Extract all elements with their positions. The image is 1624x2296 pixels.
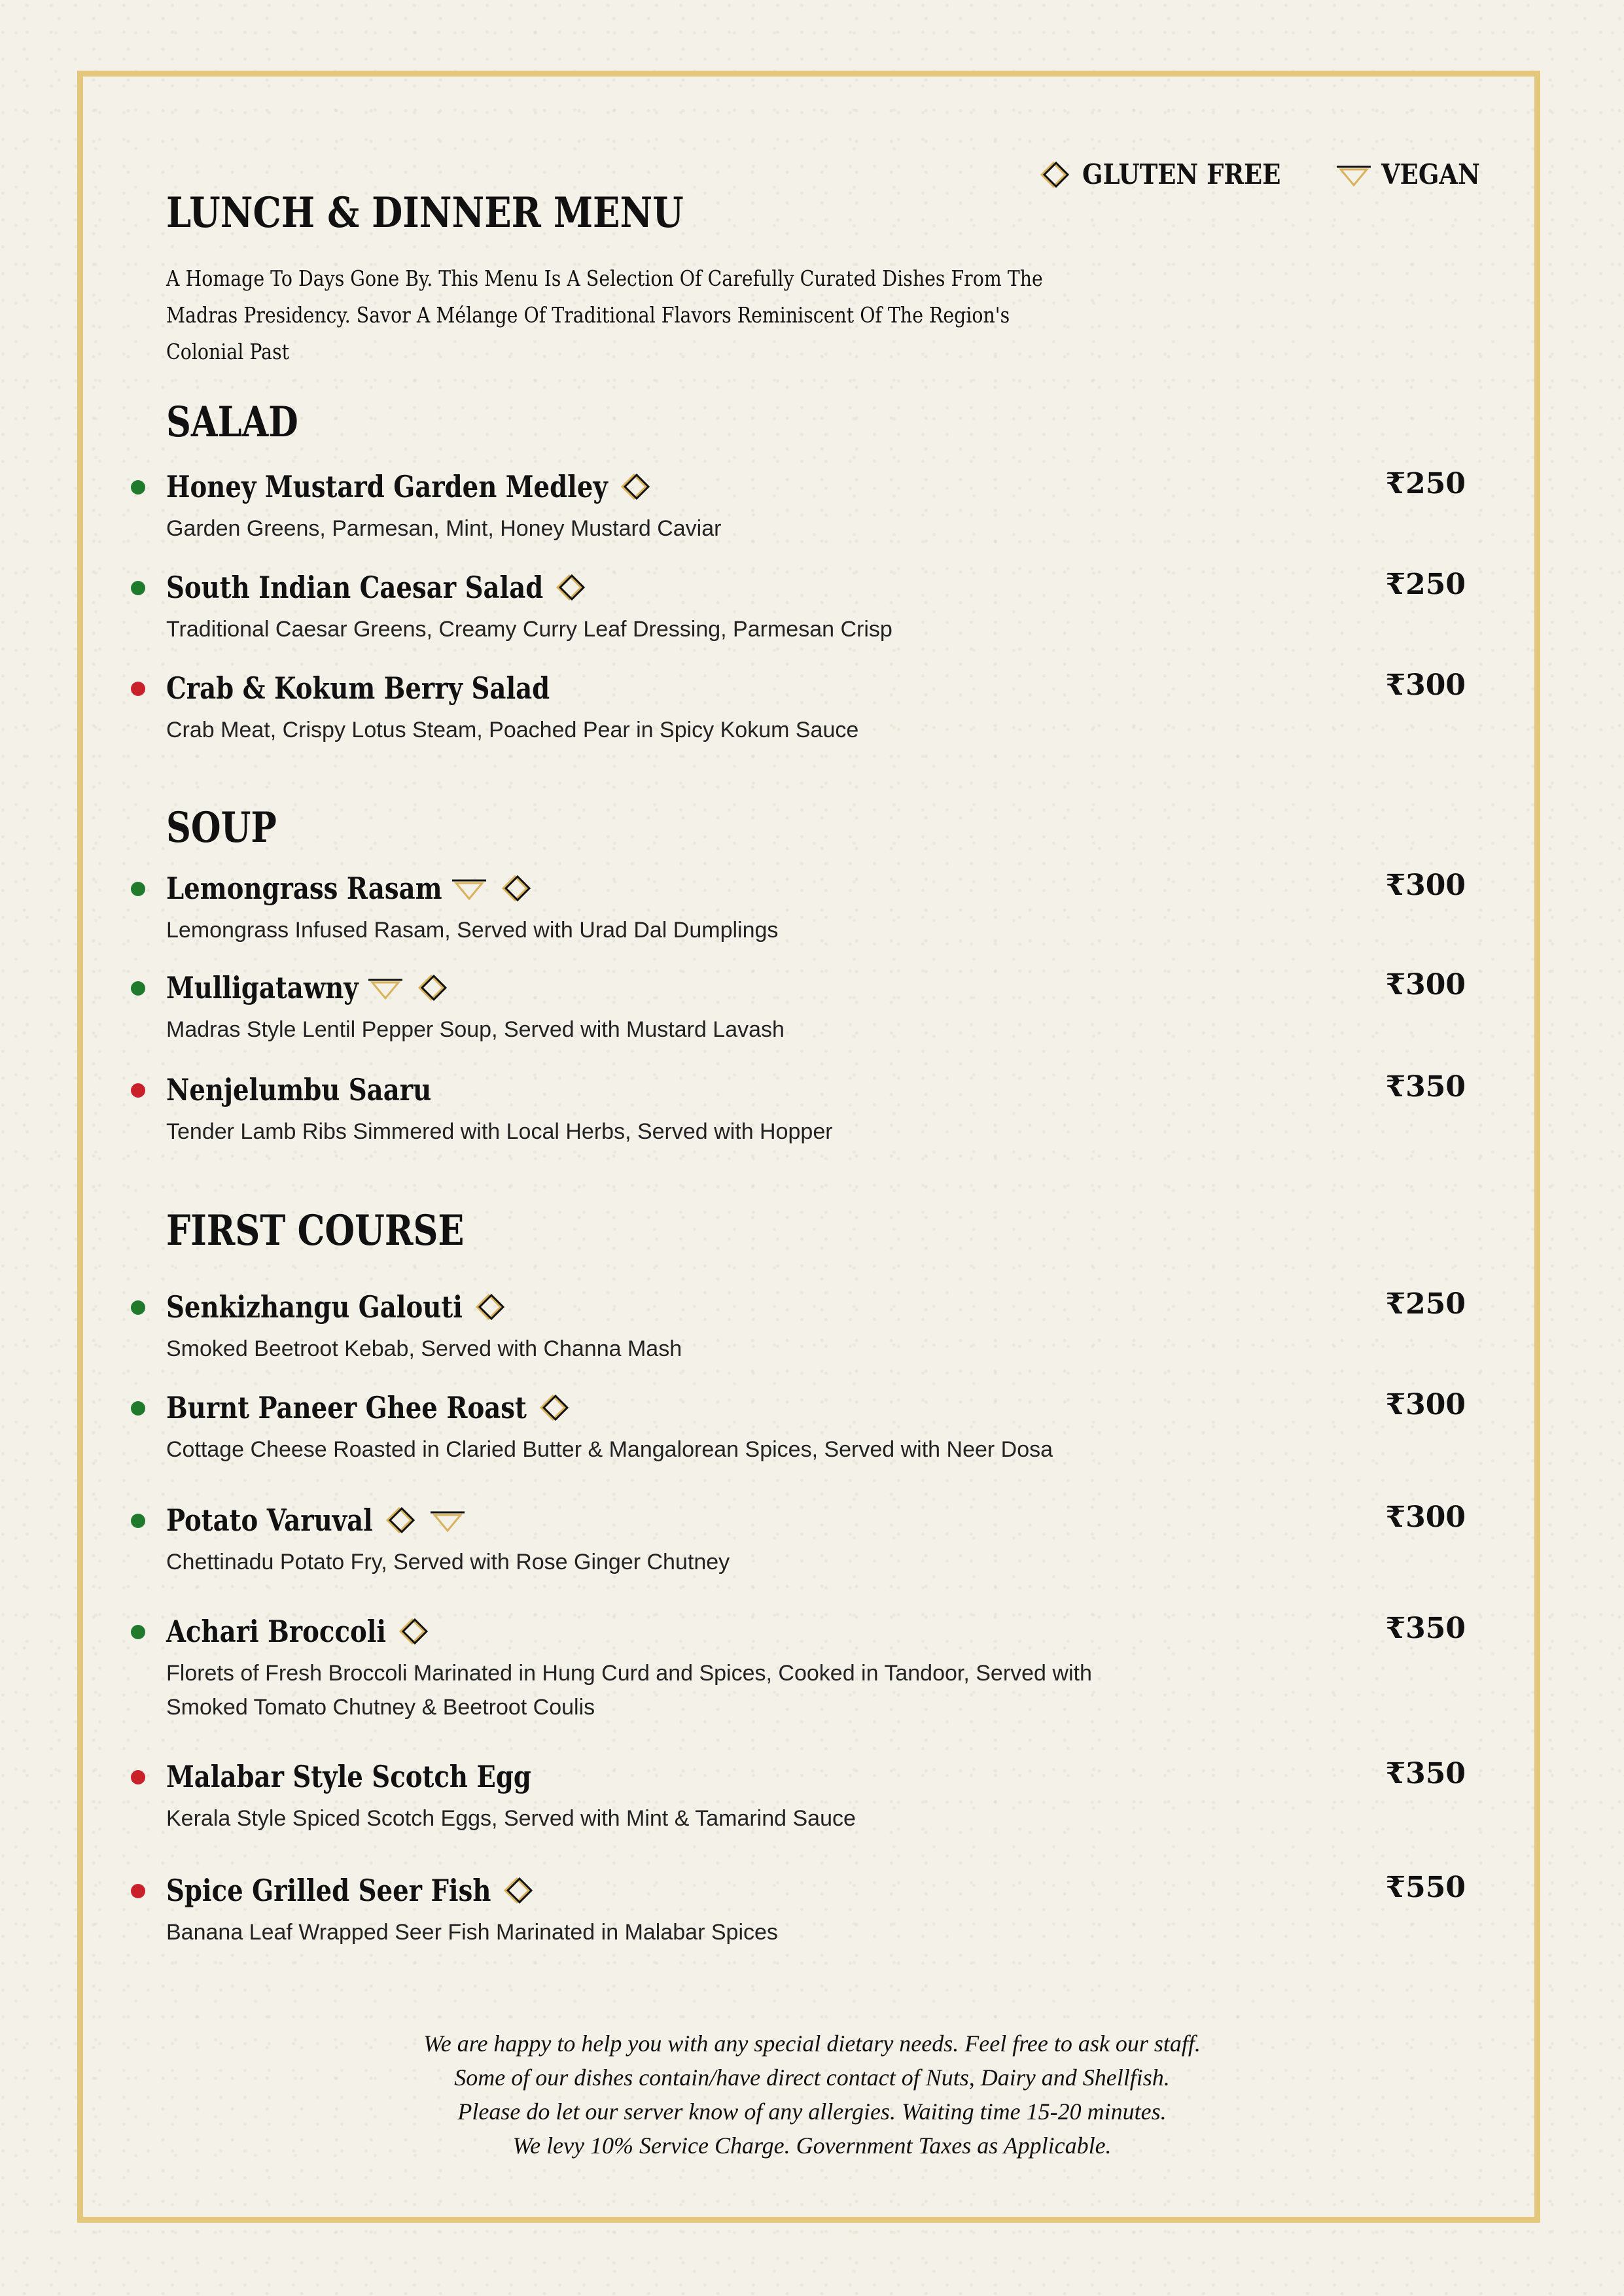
dish-name-row: [166, 867, 536, 909]
footer-line: Please do let our server know of any allergies. Waiting time 15-20 minutes.: [457, 2098, 1167, 2125]
dish-description-line: Tender Lamb Ribs Simmered with Local Herbs, Served with Hopper: [166, 1119, 833, 1144]
nonveg-indicator: [131, 1083, 145, 1098]
dish-price: ₹250: [1385, 568, 1466, 601]
dish-name: Lemongrass Rasam: [166, 871, 442, 906]
gluten-free-icon: [535, 1393, 574, 1422]
dish-name: South Indian Caesar Salad: [166, 570, 544, 605]
legend-gluten-free: [1035, 158, 1308, 190]
dish-name-row: [166, 1499, 467, 1541]
dish-name-row: [166, 466, 655, 508]
nonveg-indicator: [131, 682, 145, 696]
dish-description-line: Banana Leaf Wrapped Seer Fish Marinated in Malabar Spices: [166, 1920, 778, 1945]
dish-name-row: [166, 967, 452, 1009]
dish-name: Spice Grilled Seer Fish: [166, 1873, 491, 1908]
dish-description-line: Crab Meat, Crispy Lotus Steam, Poached Pear in Spicy Kokum Sauce: [166, 718, 859, 742]
dish-description: [166, 1013, 1239, 1047]
dish-description: [166, 512, 1239, 546]
dish-description-line: Florets of Fresh Broccoli Marinated in Hung Curd and Spices, Cooked in Tandoor, Served with: [166, 1661, 1092, 1686]
veg-indicator: [131, 981, 145, 996]
nonveg-indicator: [131, 1884, 145, 1898]
dish-description-line: Smoked Tomato Chutney & Beetroot Coulis: [166, 1695, 595, 1720]
dish-name: Senkizhangu Galouti: [166, 1289, 463, 1325]
veg-indicator: [131, 882, 145, 896]
dish-description-line: Traditional Caesar Greens, Creamy Curry Leaf Dressing, Parmesan Crisp: [166, 617, 892, 642]
dish-name: Honey Mustard Garden Medley: [166, 469, 608, 504]
legend-gluten-free-label: GLUTEN FREE: [1082, 158, 1281, 190]
dietary-legend: [1035, 158, 1493, 190]
dish-description: [166, 612, 1239, 646]
vegan-icon: [366, 973, 405, 1002]
dish-name: Burnt Paneer Ghee Roast: [166, 1390, 527, 1425]
dish-description-line: Cottage Cheese Roasted in Claried Butter & Mangalorean Spices, Served with Neer Dosa: [166, 1437, 1053, 1462]
menu-title: LUNCH & DINNER MENU: [166, 188, 684, 237]
dish-name: Achari Broccoli: [166, 1614, 387, 1649]
dish-price: ₹350: [1385, 1757, 1466, 1790]
dish-description-line: Smoked Beetroot Kebab, Served with Channa Mash: [166, 1336, 682, 1361]
dish-price: ₹350: [1385, 1070, 1466, 1104]
vegan-icon: [1334, 160, 1373, 189]
dish-description: [166, 1433, 1239, 1467]
dish-description-line: Madras Style Lentil Pepper Soup, Served with Mustard Lavash: [166, 1017, 785, 1042]
gluten-free-icon: [551, 573, 590, 602]
veg-indicator: [131, 1401, 145, 1416]
footer-line: We are happy to help you with any special dietary needs. Feel free to ask our staff.: [423, 2030, 1201, 2057]
dish-name: Crab & Kokum Berry Salad: [166, 670, 550, 706]
dish-name-row: [166, 566, 590, 608]
dish-name-row: [166, 1870, 538, 1911]
section-title: SOUP: [166, 803, 277, 852]
footer-line: Some of our dishes contain/have direct contact of Nuts, Dairy and Shellfish.: [454, 2064, 1170, 2091]
dish-name-row: [166, 667, 550, 709]
dish-description-line: Garden Greens, Parmesan, Mint, Honey Mustard Caviar: [166, 516, 722, 541]
veg-indicator: [131, 480, 145, 495]
dish-name-row: [166, 1069, 432, 1111]
dish-price: ₹300: [1385, 669, 1466, 702]
dish-price: ₹300: [1385, 1501, 1466, 1534]
dish-description-line: Lemongrass Infused Rasam, Served with Urad Dal Dumplings: [166, 918, 779, 943]
footer-line: We levy 10% Service Charge. Government Taxes as Applicable.: [512, 2132, 1112, 2159]
veg-indicator: [131, 1300, 145, 1315]
veg-indicator: [131, 1514, 145, 1528]
dish-price: ₹300: [1385, 968, 1466, 1001]
section-title: SALAD: [166, 398, 298, 447]
dish-description: [166, 1545, 1239, 1579]
dish-name-row: [166, 1610, 433, 1652]
intro-line-1: A Homage To Days Gone By. This Menu Is A Selection Of Carefully Curated Dishes From The: [166, 266, 1043, 291]
dish-price: ₹300: [1385, 869, 1466, 902]
legend-vegan: [1334, 158, 1493, 190]
dish-price: ₹250: [1385, 1287, 1466, 1321]
dish-price: ₹250: [1385, 467, 1466, 500]
veg-indicator: [131, 581, 145, 595]
gluten-free-icon: [616, 472, 655, 501]
dish-name: Potato Varuval: [166, 1503, 373, 1538]
dish-name: Nenjelumbu Saaru: [166, 1072, 432, 1107]
gluten-free-icon: [394, 1617, 433, 1646]
dish-price: ₹350: [1385, 1612, 1466, 1645]
dish-description: [166, 913, 1239, 947]
gluten-free-icon: [381, 1506, 420, 1535]
dish-name-row: [166, 1756, 531, 1798]
intro-line-2: Madras Presidency. Savor A Mélange Of Traditional Flavors Reminiscent Of The Region's Colonial Past: [166, 302, 1010, 364]
dish-description: [166, 1801, 1239, 1835]
dish-price: ₹550: [1385, 1871, 1466, 1904]
dish-name: Malabar Style Scotch Egg: [166, 1759, 531, 1794]
dish-name-row: [166, 1286, 510, 1328]
dish-description: [166, 1915, 1239, 1949]
veg-indicator: [131, 1625, 145, 1639]
gluten-free-icon: [499, 1876, 538, 1905]
dish-description-line: Chettinadu Potato Fry, Served with Rose Ginger Chutney: [166, 1550, 730, 1574]
dish-name: Mulligatawny: [166, 970, 359, 1005]
dish-price: ₹300: [1385, 1388, 1466, 1421]
nonveg-indicator: [131, 1770, 145, 1784]
gluten-free-icon: [497, 874, 536, 903]
dish-description: [166, 1332, 1239, 1366]
dish-description: [166, 1656, 1239, 1724]
menu-footer: [262, 2026, 1362, 2163]
gluten-free-icon: [1035, 160, 1074, 189]
vegan-icon: [428, 1506, 467, 1535]
gluten-free-icon: [470, 1293, 510, 1321]
gluten-free-icon: [413, 973, 452, 1002]
dish-name-row: [166, 1387, 574, 1429]
dish-description: [166, 1115, 1239, 1149]
dish-description: [166, 713, 1239, 747]
vegan-icon: [450, 874, 489, 903]
menu-intro: [166, 260, 1067, 370]
legend-vegan-label: VEGAN: [1381, 158, 1480, 190]
dish-description-line: Kerala Style Spiced Scotch Eggs, Served with Mint & Tamarind Sauce: [166, 1806, 856, 1831]
section-title: FIRST COURSE: [166, 1206, 465, 1255]
